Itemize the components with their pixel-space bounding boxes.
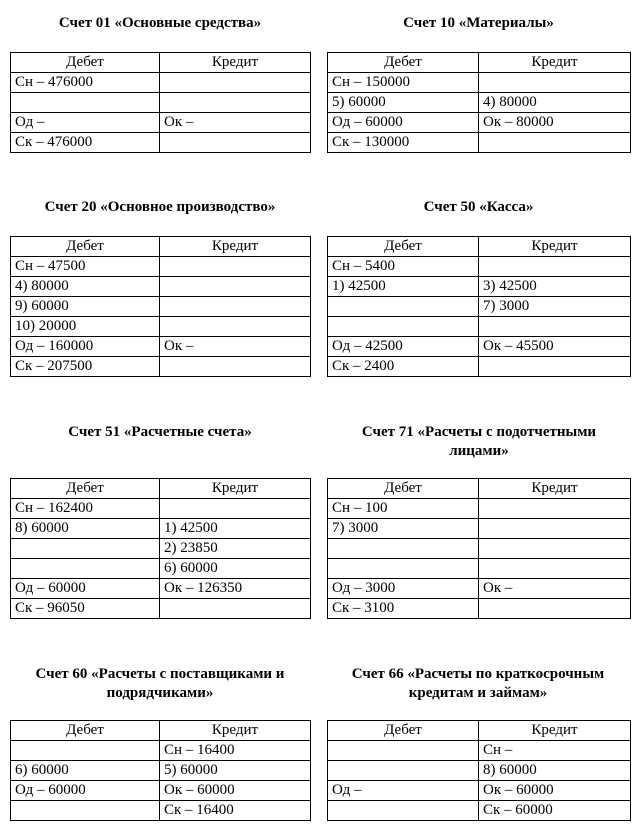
t-account-table	[10, 236, 311, 377]
debit-cell: 9) 60000	[11, 297, 160, 317]
credit-cell	[479, 519, 631, 539]
account-60	[10, 663, 310, 823]
credit-cell: Сн –	[479, 741, 631, 761]
credit-cell: Ок –	[160, 337, 311, 357]
debit-cell: Сн – 150000	[328, 73, 479, 93]
credit-cell: Ск – 16400	[160, 801, 311, 821]
t-account-table	[10, 52, 311, 153]
credit-cell: 3) 42500	[479, 277, 631, 297]
debit-cell: 7) 3000	[328, 519, 479, 539]
table-row	[328, 317, 631, 337]
credit-cell	[479, 599, 631, 619]
table-row	[328, 297, 631, 317]
account-51	[10, 421, 310, 621]
table-row	[328, 761, 631, 781]
credit-cell	[479, 257, 631, 277]
table-row	[11, 73, 311, 93]
credit-cell	[479, 357, 631, 377]
account-title: Счет 60 «Расчеты с поставщиками и подрядчиками»	[35, 666, 285, 701]
credit-cell: Ск – 60000	[479, 801, 631, 821]
table-row	[11, 559, 311, 579]
debit-cell: Сн – 162400	[11, 499, 160, 519]
account-66	[327, 663, 630, 823]
credit-cell: Ок – 60000	[479, 781, 631, 801]
t-account-table	[327, 52, 631, 153]
table-row	[328, 781, 631, 801]
credit-header: Кредит	[479, 479, 631, 499]
account-01	[10, 12, 310, 152]
credit-cell: Ок –	[479, 579, 631, 599]
credit-cell	[160, 257, 311, 277]
credit-cell: Ок – 126350	[160, 579, 311, 599]
debit-cell	[11, 93, 160, 113]
debit-cell: Од – 160000	[11, 337, 160, 357]
credit-cell	[160, 599, 311, 619]
debit-cell: Ск – 3100	[328, 599, 479, 619]
table-row	[328, 801, 631, 821]
debit-cell: 1) 42500	[328, 277, 479, 297]
account-title: Счет 66 «Расчеты по краткосрочным кредитам и займам»	[351, 666, 605, 701]
credit-cell	[160, 499, 311, 519]
table-row	[11, 297, 311, 317]
account-title: Счет 20 «Основное производство»	[44, 199, 276, 215]
credit-cell: 5) 60000	[160, 761, 311, 781]
table-row	[328, 559, 631, 579]
debit-header: Дебет	[328, 479, 479, 499]
debit-cell: 6) 60000	[11, 761, 160, 781]
table-row	[11, 277, 311, 297]
debit-header: Дебет	[11, 237, 160, 257]
credit-cell: Сн – 16400	[160, 741, 311, 761]
credit-header: Кредит	[479, 721, 631, 741]
debit-cell	[328, 317, 479, 337]
table-row	[11, 599, 311, 619]
credit-cell: 2) 23850	[160, 539, 311, 559]
debit-cell	[11, 559, 160, 579]
debit-cell	[328, 297, 479, 317]
table-row	[11, 579, 311, 599]
debit-cell: Сн – 5400	[328, 257, 479, 277]
table-row	[11, 499, 311, 519]
debit-cell	[11, 539, 160, 559]
debit-cell	[328, 559, 479, 579]
table-row	[11, 761, 311, 781]
debit-cell: Сн – 100	[328, 499, 479, 519]
credit-header: Кредит	[160, 479, 311, 499]
credit-cell	[479, 73, 631, 93]
debit-header: Дебет	[11, 479, 160, 499]
credit-header: Кредит	[479, 237, 631, 257]
credit-cell: Ок –	[160, 113, 311, 133]
table-row	[11, 741, 311, 761]
table-row	[11, 257, 311, 277]
table-row	[328, 257, 631, 277]
table-row	[11, 113, 311, 133]
debit-header: Дебет	[328, 53, 479, 73]
debit-cell: Сн – 47500	[11, 257, 160, 277]
credit-cell: Ок – 80000	[479, 113, 631, 133]
debit-cell: Ск – 2400	[328, 357, 479, 377]
credit-header: Кредит	[160, 237, 311, 257]
table-row	[11, 133, 311, 153]
debit-cell	[11, 741, 160, 761]
table-row	[11, 519, 311, 539]
debit-cell	[328, 761, 479, 781]
credit-cell: Ок – 60000	[160, 781, 311, 801]
t-account-table	[327, 236, 631, 377]
credit-cell	[160, 133, 311, 153]
credit-cell	[160, 73, 311, 93]
credit-header: Кредит	[160, 53, 311, 73]
table-row	[328, 113, 631, 133]
credit-cell	[160, 297, 311, 317]
credit-cell	[479, 559, 631, 579]
credit-cell	[479, 133, 631, 153]
debit-cell: Ск – 130000	[328, 133, 479, 153]
debit-cell: Од – 60000	[328, 113, 479, 133]
credit-header: Кредит	[160, 721, 311, 741]
account-title: Счет 71 «Расчеты с подотчетными лицами»	[361, 424, 597, 459]
debit-cell: 10) 20000	[11, 317, 160, 337]
credit-cell: 7) 3000	[479, 297, 631, 317]
t-account-table	[10, 720, 311, 821]
debit-cell: Ск – 476000	[11, 133, 160, 153]
debit-cell	[11, 801, 160, 821]
account-title: Счет 51 «Расчетные счета»	[68, 424, 252, 440]
debit-cell: 8) 60000	[11, 519, 160, 539]
table-row	[328, 357, 631, 377]
debit-cell: Ск – 207500	[11, 357, 160, 377]
debit-cell: Од –	[328, 781, 479, 801]
table-row	[328, 277, 631, 297]
debit-header: Дебет	[328, 237, 479, 257]
table-row	[11, 801, 311, 821]
table-row	[328, 599, 631, 619]
table-row	[328, 539, 631, 559]
debit-cell	[328, 539, 479, 559]
table-row	[11, 357, 311, 377]
debit-cell: Од – 3000	[328, 579, 479, 599]
table-row	[11, 337, 311, 357]
t-account-table	[10, 478, 311, 619]
table-row	[328, 519, 631, 539]
credit-cell: 4) 80000	[479, 93, 631, 113]
account-title: Счет 10 «Материалы»	[403, 15, 554, 31]
debit-header: Дебет	[11, 721, 160, 741]
table-row	[328, 499, 631, 519]
debit-header: Дебет	[11, 53, 160, 73]
account-10	[327, 12, 630, 152]
credit-cell	[479, 499, 631, 519]
credit-header: Кредит	[479, 53, 631, 73]
table-row	[328, 93, 631, 113]
debit-cell: Од –	[11, 113, 160, 133]
table-row	[11, 539, 311, 559]
credit-cell: 8) 60000	[479, 761, 631, 781]
table-row	[328, 741, 631, 761]
account-title: Счет 01 «Основные средства»	[58, 15, 262, 31]
table-row	[328, 73, 631, 93]
table-row	[11, 781, 311, 801]
t-account-table	[327, 720, 631, 821]
credit-cell	[160, 317, 311, 337]
credit-cell: Ок – 45500	[479, 337, 631, 357]
debit-cell: Од – 42500	[328, 337, 479, 357]
table-row	[11, 317, 311, 337]
table-row	[328, 337, 631, 357]
account-title: Счет 50 «Касса»	[423, 199, 534, 215]
account-71	[327, 421, 630, 621]
credit-cell	[479, 317, 631, 337]
debit-cell: Од – 60000	[11, 579, 160, 599]
credit-cell	[160, 93, 311, 113]
account-50	[327, 196, 630, 376]
account-20	[10, 196, 310, 376]
credit-cell: 6) 60000	[160, 559, 311, 579]
debit-header: Дебет	[328, 721, 479, 741]
debit-cell: Од – 60000	[11, 781, 160, 801]
table-row	[328, 579, 631, 599]
debit-cell: 5) 60000	[328, 93, 479, 113]
table-row	[328, 133, 631, 153]
debit-cell: Сн – 476000	[11, 73, 160, 93]
debit-cell	[328, 801, 479, 821]
debit-cell: Ск – 96050	[11, 599, 160, 619]
credit-cell: 1) 42500	[160, 519, 311, 539]
debit-cell: 4) 80000	[11, 277, 160, 297]
credit-cell	[479, 539, 631, 559]
t-account-table	[327, 478, 631, 619]
debit-cell	[328, 741, 479, 761]
credit-cell	[160, 277, 311, 297]
table-row	[11, 93, 311, 113]
credit-cell	[160, 357, 311, 377]
